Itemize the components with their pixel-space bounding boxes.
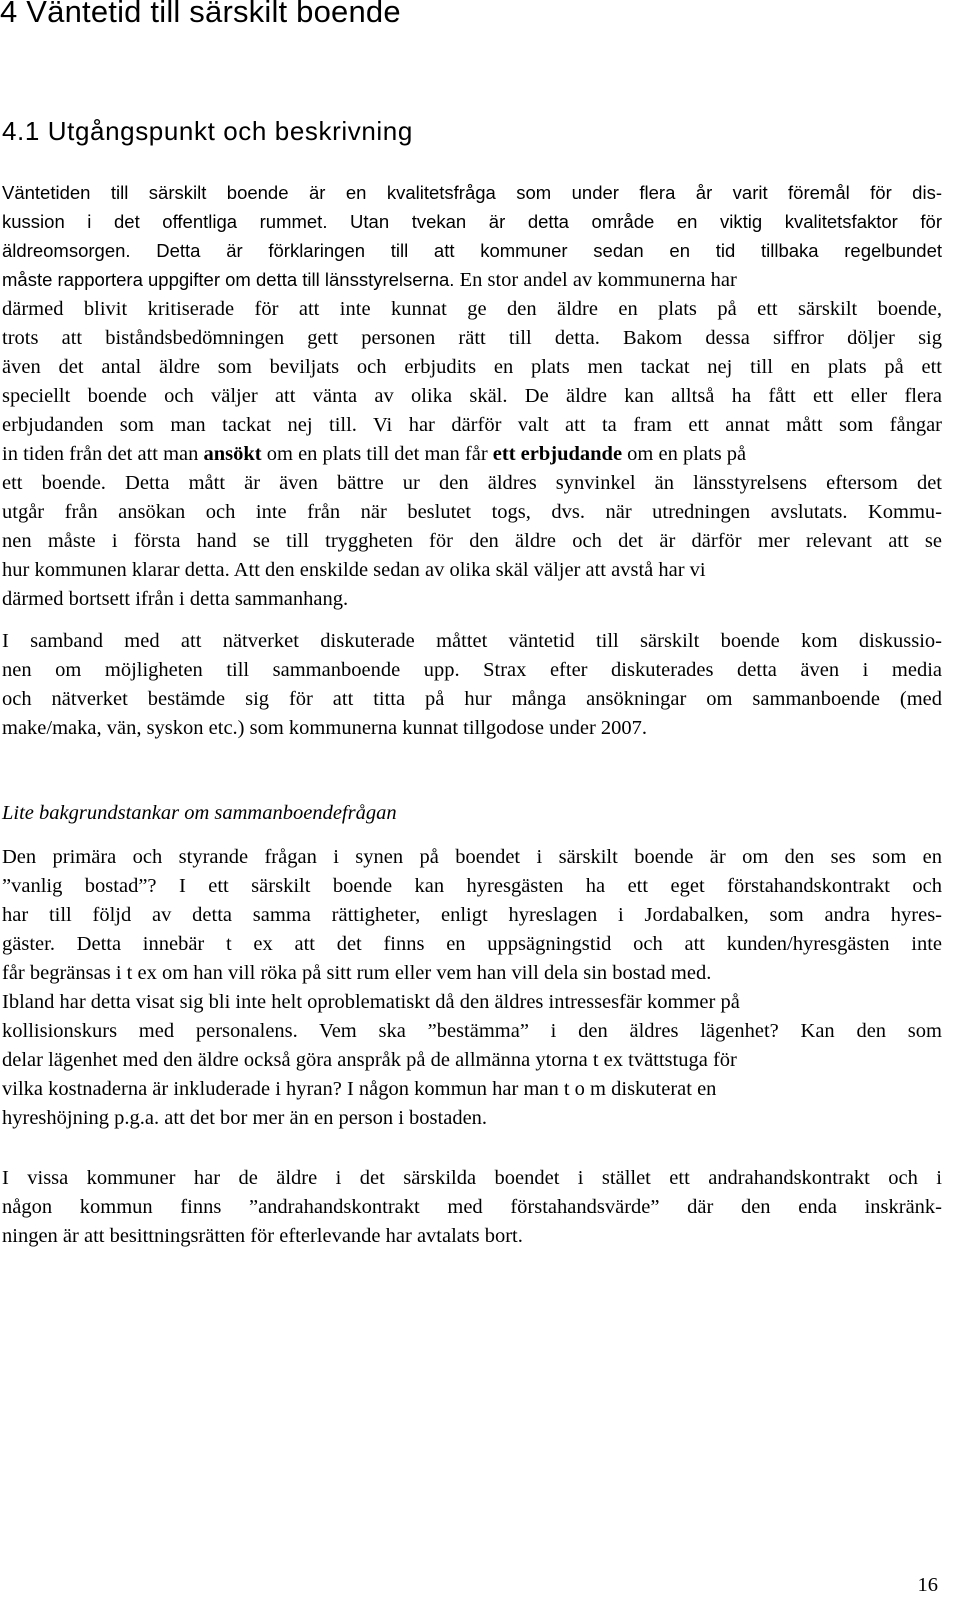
text-line: har till följd av detta samma rättigheter, enligt hyreslagen i Jordabalken, som andra hyres-	[2, 904, 942, 926]
text-segment: in tiden från det att man	[2, 443, 204, 465]
text-line: hyreshöjning p.g.a. att det bor mer än en person i bostaden.	[2, 1107, 488, 1129]
text-line: vilka kostnaderna är inkluderade i hyran? I någon kommun har man t o m diskuterat en	[2, 1078, 717, 1100]
body-paragraph	[2, 1164, 942, 1251]
text-line: någon kommun finns ”andrahandskontrakt med förstahandsvärde” där den enda inskränk-	[2, 1196, 942, 1218]
text-line: ”vanlig bostad”? I ett särskilt boende kan hyresgästen ha ett eget förstahandskontrakt och	[2, 875, 942, 897]
text-line: därmed bortsett ifrån i detta sammanhang.	[2, 588, 349, 610]
body-paragraph	[2, 627, 942, 743]
text-line: utgår från ansökan och inte från när beslutet togs, dvs. när utredningen avslutats. Kommu-	[2, 501, 942, 523]
intro-paragraph	[2, 178, 942, 614]
text-line: nen om möjligheten till sammanboende upp. Strax efter diskuterades detta även i media	[2, 659, 942, 681]
text-line: och nätverket bestämde sig för att titta på hur många ansökningar om sammanboende (med	[2, 688, 942, 710]
text-segment: måste rapportera uppgifter om detta till länsstyrelserna.	[2, 269, 455, 290]
text-line: I vissa kommuner har de äldre i det särskilda boendet i stället ett andrahandskontrakt och i	[2, 1167, 942, 1189]
text-line: får begränsas i t ex om han vill röka på sitt rum eller vem han vill dela sin bostad med.	[2, 962, 712, 984]
text-line: ett boende. Detta mått är även bättre ur den äldres synvinkel än länsstyrelsens eftersom det	[2, 472, 942, 494]
text-line: kollisionskurs med personalens. Vem ska ”bestämma” i den äldres lägenhet? Kan den som	[2, 1020, 942, 1042]
bold-term-ansokt: ansökt	[203, 443, 262, 465]
text-line: trots att biståndsbedömningen gett personen rätt till detta. Bakom dessa siffror döljer sig	[2, 327, 942, 349]
text-line: I samband med att nätverket diskuterade måttet väntetid till särskilt boende kom diskussio-	[2, 630, 942, 652]
text-segment: om en plats på	[622, 443, 747, 465]
text-line: erbjudanden som man tackat nej till. Vi har därför valt att ta fram ett annat mått som fångar	[2, 414, 942, 436]
text-line	[2, 265, 942, 295]
section-heading: 4.1 Utgångspunkt och beskrivning	[2, 116, 413, 146]
text-line	[2, 440, 942, 469]
text-segment: En stor andel av kommunerna har	[454, 269, 737, 291]
text-line: Den primära och styrande frågan i synen på boendet i särskilt boende är om den ses som en	[2, 846, 942, 868]
page-number: 16	[917, 1574, 938, 1596]
text-line: därmed blivit kritiserade för att inte kunnat ge den äldre en plats på ett särskilt boende,	[2, 298, 942, 320]
text-line: ningen är att besittningsrätten för efterlevande har avtalats bort.	[2, 1225, 523, 1247]
body-paragraph	[2, 843, 942, 1133]
subsection-heading: Lite bakgrundstankar om sammanboendefrågan	[2, 802, 397, 824]
text-line: Ibland har detta visat sig bli inte helt oproblematiskt då den äldres intressesfär kommer på	[2, 991, 740, 1013]
text-line: speciellt boende och väljer att vänta av olika skäl. De äldre kan alltså ha fått ett eller flera	[2, 385, 942, 407]
text-line: äldreomsorgen. Detta är förklaringen till att kommuner sedan en tid tillbaka regelbundet	[2, 240, 942, 261]
text-line: även det antal äldre som beviljats och erbjudits en plats men tackat nej till en plats på ett	[2, 356, 942, 378]
text-line: make/maka, vän, syskon etc.) som kommunerna kunnat tillgodose under 2007.	[2, 717, 648, 739]
text-line: gäster. Detta innebär t ex att det finns en uppsägningstid och att kunden/hyresgästen inte	[2, 933, 942, 955]
text-line: Väntetiden till särskilt boende är en kvalitetsfråga som under flera år varit föremål för dis-	[2, 182, 942, 203]
bold-term-erbjudande: ett erbjudande	[492, 443, 623, 465]
chapter-heading: 4 Väntetid till särskilt boende	[0, 0, 401, 29]
text-line: nen måste i första hand se till tryggheten för den äldre och det är därför mer relevant att se	[2, 530, 942, 552]
text-line: hur kommunen klarar detta. Att den enskilde sedan av olika skäl väljer att avstå har vi	[2, 559, 706, 581]
text-line: kussion i det offentliga rummet. Utan tvekan är detta område en viktig kvalitetsfaktor för	[2, 211, 942, 232]
text-line: delar lägenhet med den äldre också göra anspråk på de allmänna ytorna t ex tvättstuga för	[2, 1049, 737, 1071]
text-segment: om en plats till det man får	[261, 443, 493, 465]
